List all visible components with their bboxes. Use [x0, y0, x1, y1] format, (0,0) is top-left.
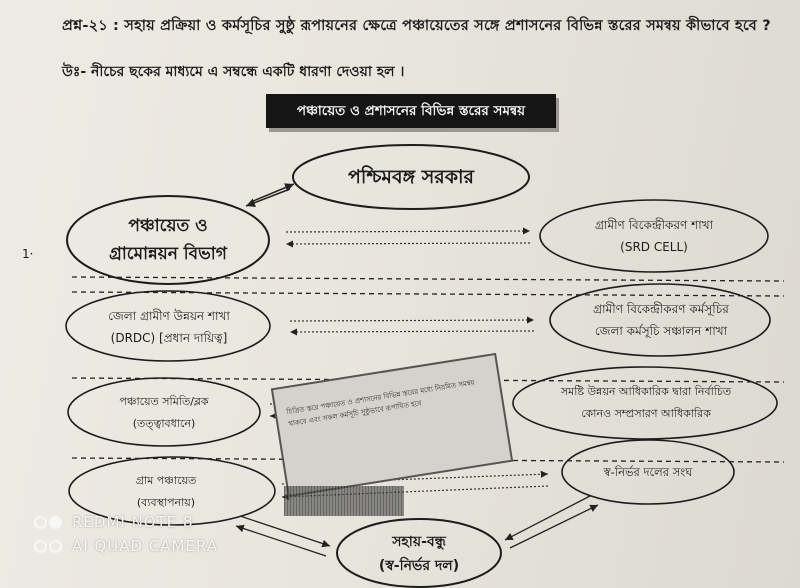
srd-cell-line1: গ্রামীণ বিকেন্দ্রীকরণ শাখা — [594, 218, 714, 232]
arrow-shg-bandhu-2 — [510, 505, 598, 548]
arrow-drdc-prog-2 — [290, 331, 534, 332]
node-panchayat-dept — [76, 198, 260, 282]
question-text: প্রশ্ন-২১ : সহায় প্রক্রিয়া ও কর্মসূচির সুষ্ঠু রূপায়নের ক্ষেত্রে পঞ্চায়েতের সঙ্গে প্রশাসনের বিভিন্ন স্তরের সমন্বয় কীভাবে হবে ? — [62, 18, 771, 34]
node-sahay-bandhu — [340, 524, 498, 584]
gram-panchayat-line2: (ব্যবস্থাপনায়) — [136, 496, 196, 509]
arrow-shg-bandhu-1 — [505, 496, 590, 540]
arrow-drdc-prog-1 — [290, 320, 534, 321]
state-govt-label: পশ্চিমবঙ্গ সরকার — [347, 166, 474, 188]
panchayat-dept-line1: পঞ্চায়েত ও — [128, 216, 208, 236]
print-smudge — [284, 486, 404, 516]
extension-officer-line1: সমষ্টি উন্নয়ন আধিকারিক দ্বারা নির্বাচিত — [560, 385, 732, 398]
watermark-line1-row — [34, 510, 218, 534]
stamp-text: চিত্রিত স্তরে পঞ্চায়েত ও প্রশাসনের বিভিন্ন স্তরের মধ্যে নিয়মিত সমন্বয় থাকবে এবং সকল কর্মসূচি সুষ্ঠুভাবে রূপায়িত হবে — [286, 378, 476, 429]
node-district-program — [556, 289, 766, 351]
arrow-gp-bandhu-1 — [240, 516, 330, 546]
shg-federation-label: স্ব-নির্ভর দলের সংঘ — [603, 465, 693, 479]
watermark-line2: AI QUAD CAMERA — [72, 537, 219, 555]
arrow-gp-bandhu-2 — [236, 526, 326, 556]
node-shg-federation — [566, 450, 730, 494]
drdc-line2: (DRDC) [প্রধান দায়িত্ব] — [110, 331, 228, 345]
samiti-line2: (তত্ত্বাবধানে) — [132, 417, 196, 430]
node-samiti — [72, 382, 256, 444]
margin-mark: 1· — [22, 247, 34, 261]
extension-officer-line2: কোনও সম্প্রসারণ আধিকারিক — [581, 407, 711, 420]
arrow-dept-srd-1 — [286, 231, 530, 232]
srd-cell-line2: (SRD CELL) — [620, 240, 688, 254]
node-state-govt — [300, 155, 522, 199]
sahay-bandhu-line1: সহায়-বন্ধু — [392, 534, 446, 550]
node-drdc — [72, 296, 266, 358]
node-extension-officer — [518, 372, 774, 434]
samiti-line1: পঞ্চায়েত সমিতি/ব্লক — [119, 395, 209, 408]
answer-intro: উঃ- নীচের ছকের মাধ্যমে এ সম্বন্ধে একটি ধারণা দেওয়া হল । — [62, 64, 405, 80]
watermark-line2-row — [34, 534, 218, 558]
camera-dots-icon — [34, 540, 62, 553]
sahay-bandhu-line2: (স্ব-নির্ভর দল) — [378, 558, 460, 574]
arrow-dept-srd-2 — [286, 243, 530, 244]
district-program-line2: জেলা কর্মসূচি সঞ্চালন শাখা — [594, 324, 728, 338]
gram-panchayat-line1: গ্রাম পঞ্চায়েত — [135, 474, 197, 487]
camera-watermark — [34, 510, 218, 558]
camera-lens-icon — [34, 516, 62, 529]
district-program-line1: গ্রামীণ বিকেন্দ্রীকরণ কর্মসূচির — [593, 302, 729, 316]
node-srd-cell — [548, 204, 760, 268]
diagram-title-banner: পঞ্চায়েত ও প্রশাসনের বিভিন্ন স্তরের সমন্বয় — [266, 94, 556, 128]
watermark-line1: REDMI NOTE 8 — [72, 513, 194, 531]
drdc-line1: জেলা গ্রামীণ উন্নয়ন শাখা — [108, 309, 230, 323]
panchayat-dept-line2: গ্রামোন্নয়ন বিভাগ — [109, 244, 227, 264]
